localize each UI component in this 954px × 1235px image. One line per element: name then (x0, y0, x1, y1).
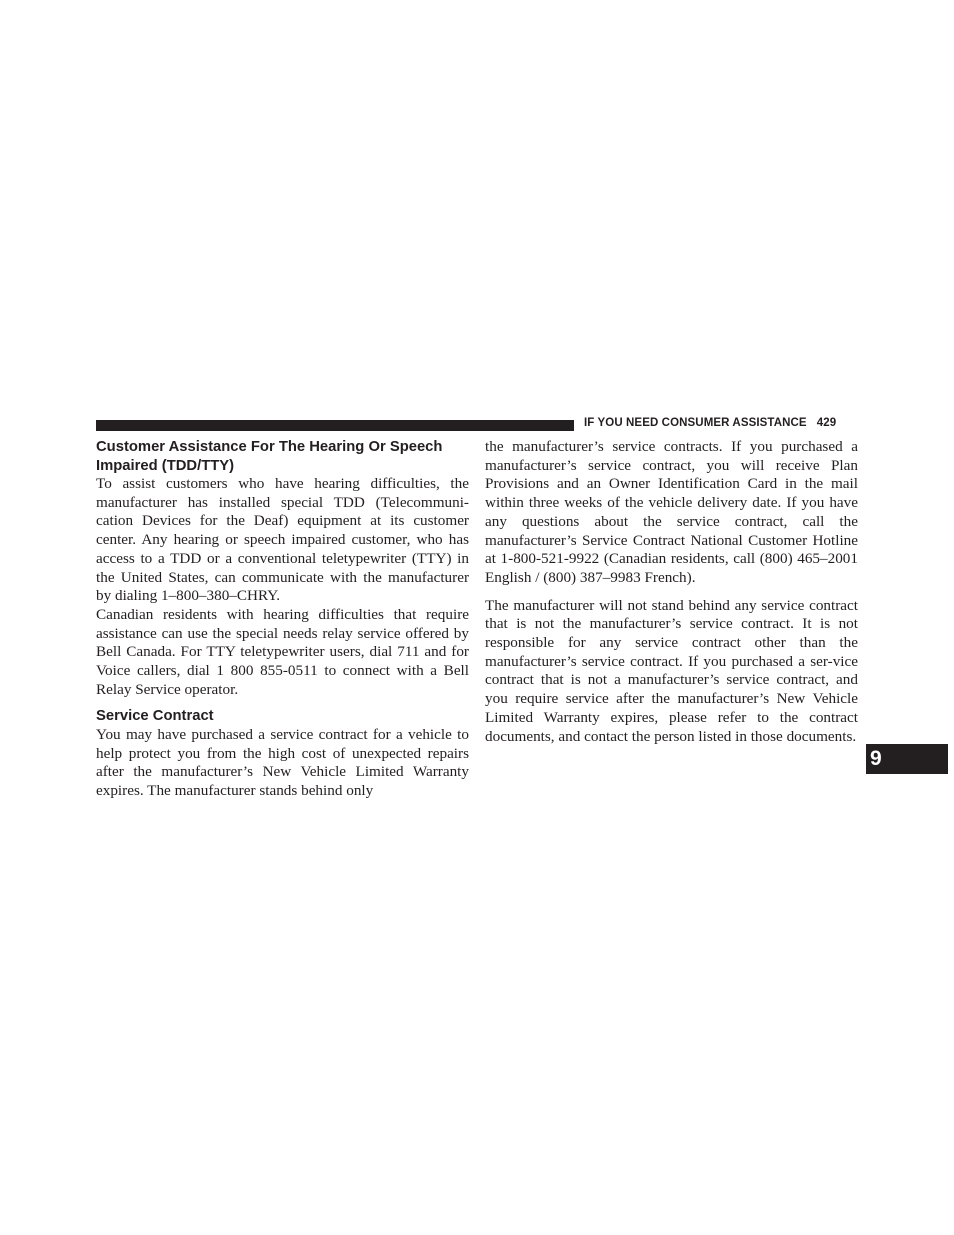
chapter-tab: 9 (866, 744, 948, 774)
paragraph-tdd-assist: To assist customers who have hearing difficulties, the manufacturer has installed special TDD (Telecommuni-cation Devices for the Deaf) equipment at its customer center. Any hearing or speech impaired customer, who has access to a TDD or a conventional teletypewriter (TTY) in the United States, can communicate with the manufacturer by dialing 1–800–380–CHRY. (96, 475, 469, 605)
left-column (96, 438, 469, 801)
header-rule (96, 420, 574, 431)
paragraph-service-contract-intro: You may have purchased a service contract for a vehicle to help protect you from the high cost of unexpected repairs after the manufacturer’s New Vehicle Limited Warranty expires. The manufacturer stands behind only (96, 725, 469, 800)
heading-service-contract: Service Contract (96, 708, 214, 725)
running-header (584, 417, 836, 429)
paragraph-service-contract-continued: the manufacturer’s service contracts. If you purchased a manufacturer’s service contract, you will receive Plan Provisions and an Owner Identification Card in the mail within three weeks of the vehicle delivery date. If you have any questions about the service contract, call the manufacturer’s Service Contract National Customer Hotline at 1-800-521-9922 (Canadian residents, call (800) 465–2001 English / (800) 387–9983 French). (485, 438, 858, 586)
heading-tdd-tty: Customer Assistance For The Hearing Or Speech Impaired (TDD/TTY) (96, 439, 443, 474)
paragraph-non-manufacturer-contract: The manufacturer will not stand behind any service contract that is not the manufacturer’s service contract. It is not responsible for any service contract other than the manufacturer’s service contract. If you purchased a ser-vice contract that is not a manufacturer’s service contract, and you require service after the manufacturer’s New Vehicle Limited Warranty expires, please refer to the contract documents, and contact the person listed in those documents. (485, 596, 858, 745)
page-number: 429 (816, 417, 837, 429)
section-title: IF YOU NEED CONSUMER ASSISTANCE (584, 417, 807, 429)
paragraph-canadian-relay: Canadian residents with hearing difficulties that require assistance can use the special needs relay service offered by Bell Canada. For TTY teletypewriter users, dial 711 and for Voice callers, dial 1 800 855-0511 to connect with a Bell Relay Service operator. (96, 605, 469, 698)
right-column (485, 438, 858, 746)
